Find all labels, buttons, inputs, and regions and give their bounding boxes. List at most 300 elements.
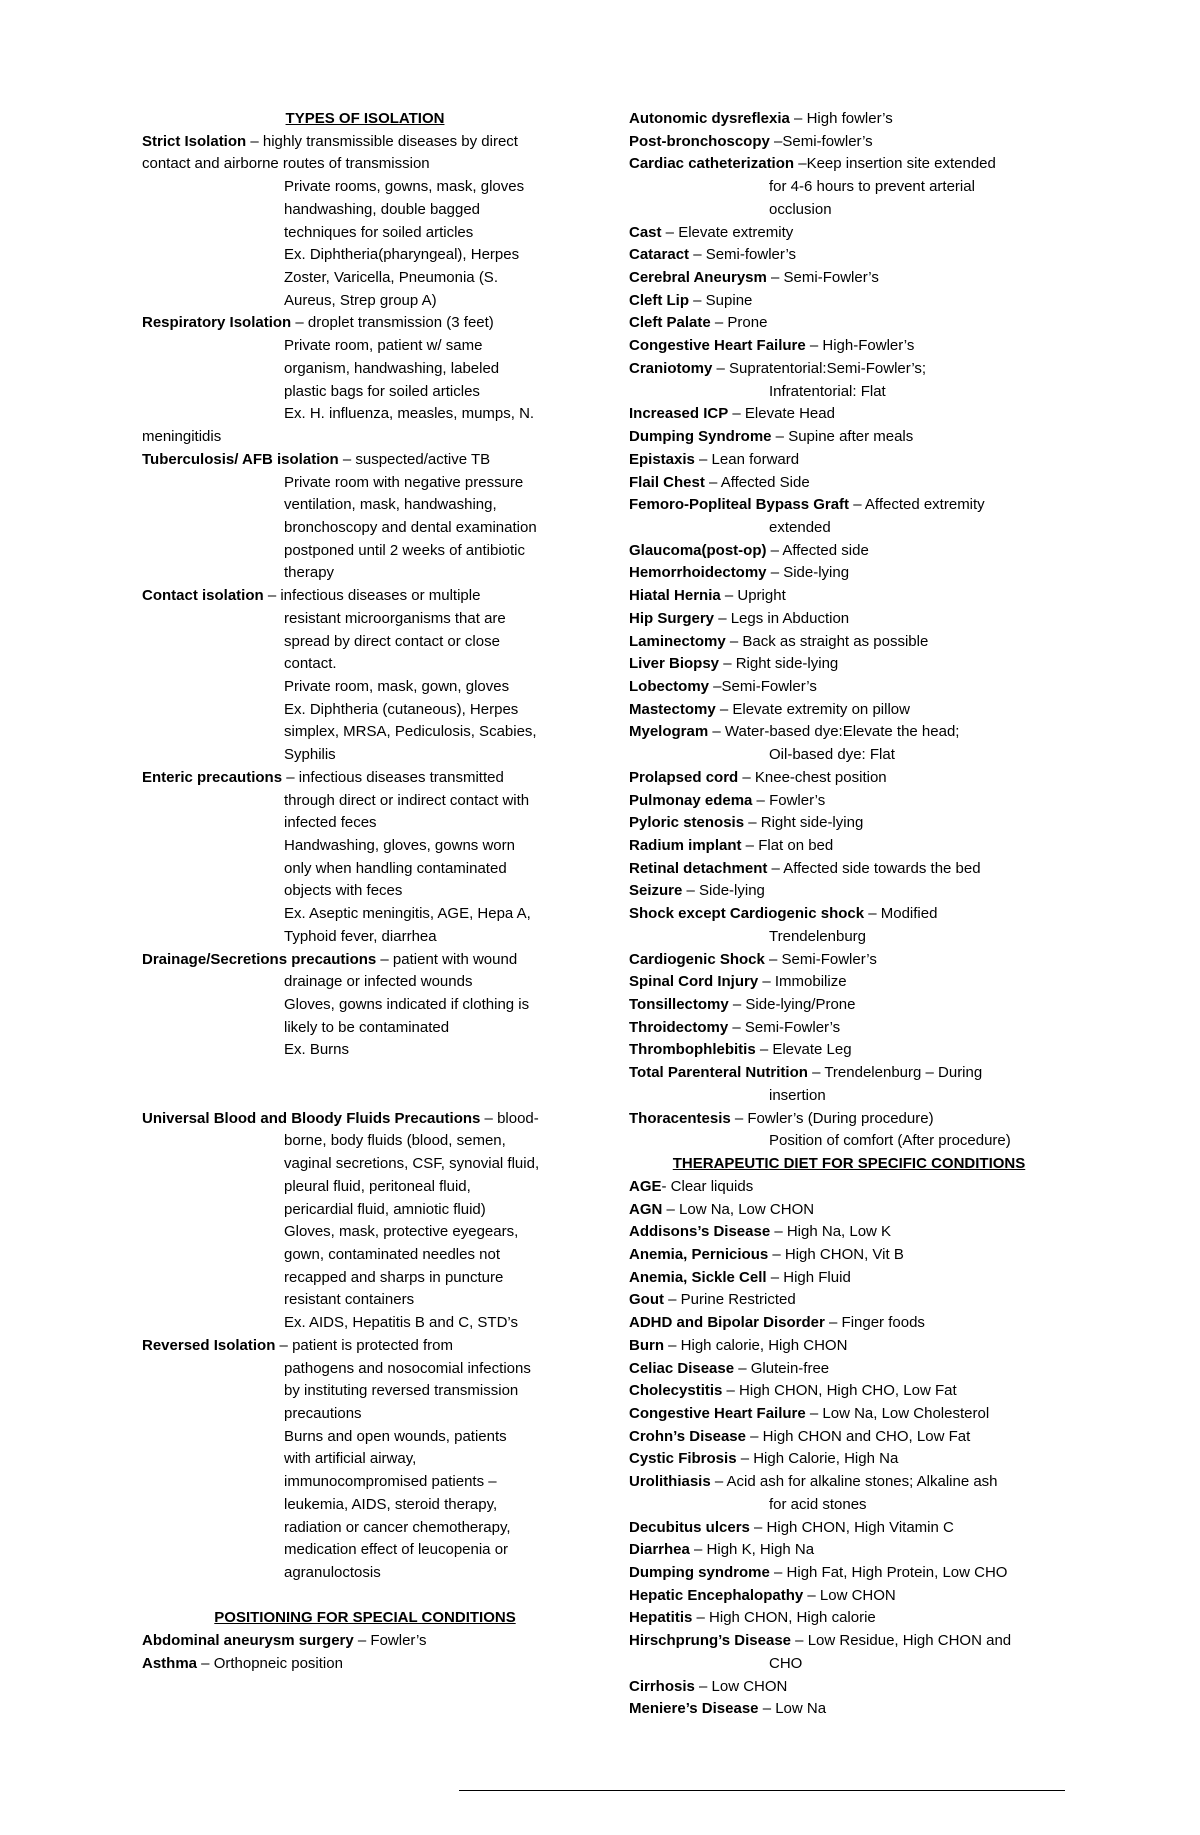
entry-line xyxy=(629,767,1069,790)
right-column xyxy=(629,108,1069,1721)
entry-text: – Fowler’s xyxy=(353,1632,427,1650)
entry-line xyxy=(629,1199,1069,1222)
entry-text: – Supine xyxy=(689,291,753,309)
entry-term: Cleft Palate xyxy=(629,314,711,332)
entry-text: Trendelenburg xyxy=(769,927,867,945)
entry-text: – Supine after meals xyxy=(771,428,914,446)
entry-line xyxy=(629,1585,1069,1608)
entry-text: – Side-lying xyxy=(682,882,765,900)
entry-line xyxy=(629,1539,1069,1562)
continuation-line xyxy=(142,1358,588,1381)
entry-text: through direct or indirect contact with xyxy=(284,791,530,809)
entry-term: Cystic Fibrosis xyxy=(629,1450,737,1468)
entry-text: – Modified xyxy=(864,905,938,923)
entry-text: contact and airborne routes of transmission xyxy=(142,155,430,173)
entry-text: – Finger foods xyxy=(824,1314,925,1332)
diet-heading: THERAPEUTIC DIET FOR SPECIFIC CONDITIONS xyxy=(672,1155,1026,1173)
entry-text: – Right side-lying xyxy=(719,655,839,673)
continuation-line xyxy=(142,1380,588,1403)
continuation-line xyxy=(142,1517,588,1540)
entry-line xyxy=(629,267,1069,290)
entry-term: Meniere’s Disease xyxy=(629,1700,759,1718)
continuation-line xyxy=(142,358,588,381)
entry-term: Hemorrhoidectomy xyxy=(629,564,767,582)
entry-term: Thrombophlebitis xyxy=(629,1041,756,1059)
entry-text: – Elevate extremity on pillow xyxy=(715,700,910,718)
entry-text: – Semi-Fowler’s xyxy=(728,1018,841,1036)
entry-text: Zoster, Varicella, Pneumonia (S. xyxy=(284,269,498,287)
entry-text: – High-Fowler’s xyxy=(805,337,915,355)
entry-term: Crohn’s Disease xyxy=(629,1427,746,1445)
entry-text: postponed until 2 weeks of antibiotic xyxy=(284,541,525,559)
entry-text: –Semi-fowler’s xyxy=(769,132,873,150)
continuation-line xyxy=(142,1494,588,1517)
entry-term: Cerebral Aneurysm xyxy=(629,269,767,287)
entry-term: ADHD and Bipolar Disorder xyxy=(629,1314,825,1332)
positioning-section-right xyxy=(629,108,1069,1153)
continuation-line xyxy=(142,1176,588,1199)
entry-text: immunocompromised patients – xyxy=(284,1473,497,1491)
entry-line xyxy=(142,449,588,472)
entry-text: objects with feces xyxy=(284,882,403,900)
continuation-line xyxy=(142,994,588,1017)
entry-text: – Affected Side xyxy=(704,473,810,491)
entry-text: resistant microorganisms that are xyxy=(284,609,506,627)
continuation-line xyxy=(142,1403,588,1426)
entry-line xyxy=(629,222,1069,245)
entry-line xyxy=(629,1426,1069,1449)
continuation-line xyxy=(142,699,588,722)
entry-text: – suspected/active TB xyxy=(338,450,491,468)
entry-line xyxy=(629,335,1069,358)
entry-term: Dumping syndrome xyxy=(629,1564,770,1581)
entry-text: therapy xyxy=(284,564,335,582)
entry-text: –Keep insertion site extended xyxy=(794,155,996,173)
entry-text: – Orthopneic position xyxy=(197,1654,343,1672)
entry-text: Ex. Diphtheria (cutaneous), Herpes xyxy=(284,700,519,718)
continuation-line xyxy=(142,926,588,949)
entry-line xyxy=(629,403,1069,426)
entry-text: Private room with negative pressure xyxy=(284,473,524,491)
entry-line xyxy=(629,835,1069,858)
entry-text: Private rooms, gowns, mask, gloves xyxy=(284,178,525,196)
entry-text: – Semi-fowler’s xyxy=(689,246,797,264)
entry-line xyxy=(142,131,588,154)
entry-text: – Purine Restricted xyxy=(664,1291,796,1309)
entry-line xyxy=(629,1403,1069,1426)
entry-text: – Glutein-free xyxy=(734,1359,830,1377)
entry-text: Gloves, mask, protective eyegears, xyxy=(284,1223,519,1241)
entry-term: Tonsillectomy xyxy=(629,996,729,1014)
entry-text: – Low CHON xyxy=(694,1677,788,1695)
entry-term: Respiratory Isolation xyxy=(142,314,292,332)
entry-term: Drainage/Secretions precautions xyxy=(142,950,377,968)
entry-line xyxy=(629,608,1069,631)
entry-line xyxy=(142,1630,588,1653)
entry-line xyxy=(629,1676,1069,1699)
continuation-line xyxy=(142,790,588,813)
entry-text: –Semi-Fowler’s xyxy=(709,677,817,695)
entry-term: Radium implant xyxy=(629,837,742,854)
diet-section xyxy=(629,1176,1069,1721)
continuation-line xyxy=(629,1494,1069,1517)
entry-line xyxy=(629,971,1069,994)
entry-text: by instituting reversed transmission xyxy=(284,1382,519,1400)
entry-text: meningitidis xyxy=(142,428,222,446)
entry-term: Pyloric stenosis xyxy=(629,814,745,832)
entry-text: – Low Na, Low CHON xyxy=(662,1200,815,1218)
entry-text: medication effect of leucopenia or xyxy=(284,1541,509,1559)
footer-divider xyxy=(459,1790,1065,1791)
spacer xyxy=(142,1062,588,1107)
entry-text: Handwashing, gloves, gowns worn xyxy=(284,837,515,854)
entry-line xyxy=(629,312,1069,335)
entry-text: Aureus, Strep group A) xyxy=(284,291,437,309)
continuation-line xyxy=(142,608,588,631)
entry-line xyxy=(629,290,1069,313)
entry-line xyxy=(629,540,1069,563)
continuation-line xyxy=(629,1130,1069,1153)
entry-text: – High K, High Na xyxy=(689,1541,815,1559)
entry-term: Reversed Isolation xyxy=(142,1336,276,1354)
continuation-line xyxy=(142,1562,588,1585)
entry-line xyxy=(629,994,1069,1017)
continuation-line xyxy=(629,176,1069,199)
entry-text: – High calorie, High CHON xyxy=(664,1336,848,1354)
entry-line xyxy=(629,880,1069,903)
entry-text: for acid stones xyxy=(769,1495,867,1513)
entry-line xyxy=(629,449,1069,472)
continuation-line xyxy=(142,222,588,245)
entry-text: – blood- xyxy=(480,1109,539,1127)
entry-term: Asthma xyxy=(142,1654,198,1672)
continuation-line xyxy=(142,858,588,881)
entry-line xyxy=(629,1448,1069,1471)
entry-line xyxy=(629,949,1069,972)
continuation-line xyxy=(142,1539,588,1562)
entry-term: Glaucoma(post-op) xyxy=(629,541,767,559)
entry-text: – Elevate extremity xyxy=(661,223,794,241)
entry-text: CHO xyxy=(769,1654,803,1672)
entry-term: Anemia, Pernicious xyxy=(629,1245,769,1263)
continuation-line xyxy=(142,1448,588,1471)
entry-line xyxy=(629,153,1069,176)
entry-term: Burn xyxy=(629,1336,664,1354)
entry-term: Hepatitis xyxy=(629,1609,693,1627)
entry-line xyxy=(629,472,1069,495)
entry-text: – Elevate Leg xyxy=(755,1041,852,1059)
entry-line xyxy=(629,562,1069,585)
entry-line xyxy=(142,767,588,790)
entry-text: – Low Na, Low Cholesterol xyxy=(805,1404,990,1422)
entry-text: handwashing, double bagged xyxy=(284,200,481,218)
entry-text: – infectious diseases transmitted xyxy=(282,768,504,786)
entry-text: – Water-based dye:Elevate the head; xyxy=(708,723,960,741)
entry-text: – Supratentorial:Semi-Fowler’s; xyxy=(712,359,927,377)
entry-text: – Knee-chest position xyxy=(738,768,887,786)
entry-line xyxy=(629,653,1069,676)
entry-text: occlusion xyxy=(769,200,832,218)
entry-term: AGE xyxy=(629,1177,662,1195)
entry-line xyxy=(142,585,588,608)
entry-line xyxy=(629,1039,1069,1062)
entry-line xyxy=(629,631,1069,654)
positioning-section-left xyxy=(142,1630,588,1675)
entry-term: Femoro-Popliteal Bypass Graft xyxy=(629,496,850,514)
entry-text: Private room, mask, gown, gloves xyxy=(284,677,510,695)
entry-term: Post-bronchoscopy xyxy=(629,132,770,150)
entry-text: – Low Na xyxy=(758,1700,827,1718)
continuation-line xyxy=(142,199,588,222)
entry-term: Craniotomy xyxy=(629,359,713,377)
entry-line xyxy=(629,676,1069,699)
continuation-line xyxy=(142,426,588,449)
entry-text: – Side-lying/Prone xyxy=(728,996,856,1014)
entry-text: only when handling contaminated xyxy=(284,859,507,877)
entry-text: – Elevate Head xyxy=(728,405,835,423)
entry-line xyxy=(629,1108,1069,1131)
entry-text: resistant containers xyxy=(284,1291,415,1309)
entry-text: – High CHON, Vit B xyxy=(768,1245,904,1263)
entry-text: – patient with wound xyxy=(376,950,518,968)
entry-line xyxy=(629,1607,1069,1630)
entry-term: AGN xyxy=(629,1200,663,1218)
entry-term: Flail Chest xyxy=(629,473,705,491)
entry-term: Lobectomy xyxy=(629,677,710,695)
entry-term: Seizure xyxy=(629,882,683,900)
entry-text: Ex. H. influenza, measles, mumps, N. xyxy=(284,405,535,423)
entry-line xyxy=(629,1176,1069,1199)
entry-line xyxy=(629,585,1069,608)
continuation-line xyxy=(629,1085,1069,1108)
entry-text: likely to be contaminated xyxy=(284,1018,450,1036)
entry-term: Epistaxis xyxy=(629,450,695,468)
entry-text: – Acid ash for alkaline stones; Alkaline ash xyxy=(710,1473,998,1491)
entry-term: Urolithiasis xyxy=(629,1473,711,1491)
entry-term: Shock except Cardiogenic shock xyxy=(629,905,865,923)
entry-text: – High CHON, High CHO, Low Fat xyxy=(722,1382,957,1400)
continuation-line xyxy=(142,1199,588,1222)
entry-text: – High Fat, High Protein, Low CHO xyxy=(769,1564,1008,1581)
entry-term: Cast xyxy=(629,223,662,241)
entry-term: Hiatal Hernia xyxy=(629,587,721,605)
entry-text: – Affected side towards the bed xyxy=(767,859,981,877)
entry-text: Infratentorial: Flat xyxy=(769,382,886,400)
entry-text: pleural fluid, peritoneal fluid, xyxy=(284,1177,471,1195)
entry-text: – High Calorie, High Na xyxy=(736,1450,899,1468)
entry-text: – Low CHON xyxy=(803,1586,896,1604)
entry-text: – Back as straight as possible xyxy=(725,632,929,650)
entry-text: radiation or cancer chemotherapy, xyxy=(284,1518,511,1536)
entry-line xyxy=(142,1653,588,1676)
entry-line xyxy=(629,494,1069,517)
entry-line xyxy=(142,312,588,335)
entry-term: Prolapsed cord xyxy=(629,768,739,786)
continuation-line xyxy=(629,1653,1069,1676)
entry-term: Anemia, Sickle Cell xyxy=(629,1268,767,1286)
entry-term: Contact isolation xyxy=(142,587,264,605)
continuation-line xyxy=(142,517,588,540)
entry-line xyxy=(629,108,1069,131)
entry-line xyxy=(629,812,1069,835)
continuation-line xyxy=(142,1426,588,1449)
entry-term: Autonomic dysreflexia xyxy=(629,110,790,127)
entry-text: – infectious diseases or multiple xyxy=(263,587,481,605)
continuation-line xyxy=(142,1130,588,1153)
entry-text: precautions xyxy=(284,1404,362,1422)
entry-line xyxy=(629,1630,1069,1653)
continuation-line xyxy=(142,971,588,994)
entry-text: spread by direct contact or close xyxy=(284,632,500,650)
continuation-line xyxy=(142,744,588,767)
entry-term: Cleft Lip xyxy=(629,291,689,309)
continuation-line xyxy=(142,381,588,404)
entry-line xyxy=(629,1289,1069,1312)
entry-text: recapped and sharps in puncture xyxy=(284,1268,504,1286)
continuation-line xyxy=(142,1244,588,1267)
entry-line xyxy=(629,358,1069,381)
entry-text: – High CHON, High Vitamin C xyxy=(749,1518,954,1536)
entry-text: – Upright xyxy=(720,587,786,605)
entry-text: infected feces xyxy=(284,814,377,832)
entry-text: – Side-lying xyxy=(766,564,850,582)
continuation-line xyxy=(142,903,588,926)
continuation-line xyxy=(142,1289,588,1312)
entry-term: Cirrhosis xyxy=(629,1677,695,1695)
continuation-line xyxy=(142,176,588,199)
entry-text: - Clear liquids xyxy=(661,1177,754,1195)
continuation-line xyxy=(142,631,588,654)
entry-text: contact. xyxy=(284,655,337,673)
entry-text: – High Fluid xyxy=(766,1268,851,1286)
entry-text: techniques for soiled articles xyxy=(284,223,474,241)
entry-line xyxy=(629,131,1069,154)
entry-text: Ex. Aseptic meningitis, AGE, Hepa A, xyxy=(284,905,531,923)
entry-text: – High fowler’s xyxy=(789,110,893,127)
isolation-section xyxy=(142,131,588,1608)
continuation-line xyxy=(142,244,588,267)
entry-text: – Low Residue, High CHON and xyxy=(791,1632,1012,1650)
entry-term: Enteric precautions xyxy=(142,768,283,786)
entry-term: Cholecystitis xyxy=(629,1382,723,1400)
entry-text: plastic bags for soiled articles xyxy=(284,382,480,400)
entry-term: Addisons’s Disease xyxy=(629,1223,771,1241)
entry-line xyxy=(142,1335,588,1358)
continuation-line xyxy=(142,1471,588,1494)
entry-term: Tuberculosis/ AFB isolation xyxy=(142,450,339,468)
entry-text: organism, handwashing, labeled xyxy=(284,359,500,377)
continuation-line xyxy=(142,290,588,313)
entry-text: leukemia, AIDS, steroid therapy, xyxy=(284,1495,498,1513)
continuation-line xyxy=(142,1267,588,1290)
continuation-line xyxy=(629,744,1069,767)
continuation-line xyxy=(142,1221,588,1244)
entry-line xyxy=(629,426,1069,449)
entry-line xyxy=(629,1267,1069,1290)
entry-text: – Immobilize xyxy=(758,973,847,991)
entry-text: gown, contaminated needles not xyxy=(284,1245,500,1263)
continuation-line xyxy=(142,1312,588,1335)
entry-text: – High CHON, High calorie xyxy=(692,1609,876,1627)
continuation-line xyxy=(142,880,588,903)
entry-text: – highly transmissible diseases by direct xyxy=(246,132,518,150)
entry-term: Spinal Cord Injury xyxy=(629,973,759,991)
entry-term: Myelogram xyxy=(629,723,709,741)
isolation-heading: TYPES OF ISOLATION xyxy=(285,110,445,127)
entry-text: drainage or infected wounds xyxy=(284,973,473,991)
entry-term: Mastectomy xyxy=(629,700,716,718)
entry-line xyxy=(629,1380,1069,1403)
continuation-line xyxy=(142,653,588,676)
entry-term: Pulmonay edema xyxy=(629,791,753,809)
continuation-line xyxy=(629,381,1069,404)
entry-line xyxy=(629,1562,1069,1585)
entry-text: – Prone xyxy=(710,314,768,332)
entry-term: Dumping Syndrome xyxy=(629,428,772,446)
entry-line xyxy=(629,858,1069,881)
entry-text: Typhoid fever, diarrhea xyxy=(284,927,437,945)
entry-text: agranuloctosis xyxy=(284,1564,381,1581)
entry-line xyxy=(629,903,1069,926)
continuation-line xyxy=(629,517,1069,540)
continuation-line xyxy=(142,721,588,744)
entry-term: Gout xyxy=(629,1291,664,1309)
continuation-line xyxy=(142,1153,588,1176)
entry-term: Decubitus ulcers xyxy=(629,1518,750,1536)
entry-text: Private room, patient w/ same xyxy=(284,337,483,355)
positioning-heading: POSITIONING FOR SPECIAL CONDITIONS xyxy=(214,1609,516,1627)
spacer xyxy=(142,1585,588,1608)
entry-text: pathogens and nosocomial infections xyxy=(284,1359,531,1377)
entry-text: borne, body fluids (blood, semen, xyxy=(284,1132,506,1150)
entry-line xyxy=(142,949,588,972)
entry-line xyxy=(629,1358,1069,1381)
entry-text: – Semi-Fowler’s xyxy=(766,269,879,287)
continuation-line xyxy=(629,926,1069,949)
entry-text: Oil-based dye: Flat xyxy=(769,746,895,764)
entry-term: Cardiac catheterization xyxy=(629,155,795,173)
entry-text: – Semi-Fowler’s xyxy=(764,950,877,968)
entry-text: – Fowler’s (During procedure) xyxy=(730,1109,934,1127)
entry-text: – Fowler’s xyxy=(752,791,826,809)
entry-term: Universal Blood and Bloody Fluids Precautions xyxy=(142,1109,481,1127)
continuation-line xyxy=(142,562,588,585)
entry-text: bronchoscopy and dental examination xyxy=(284,518,537,536)
entry-term: Strict Isolation xyxy=(142,132,247,150)
entry-text: – Right side-lying xyxy=(744,814,864,832)
entry-line xyxy=(629,244,1069,267)
entry-line xyxy=(629,1517,1069,1540)
entry-term: Throidectomy xyxy=(629,1018,729,1036)
entry-line xyxy=(629,1062,1069,1085)
entry-text: Ex. AIDS, Hepatitis B and C, STD’s xyxy=(284,1314,518,1332)
entry-text: pericardial fluid, amniotic fluid) xyxy=(284,1200,486,1218)
entry-line xyxy=(629,1017,1069,1040)
entry-line xyxy=(629,699,1069,722)
entry-text: – droplet transmission (3 feet) xyxy=(291,314,494,332)
entry-text: Position of comfort (After procedure) xyxy=(769,1132,1011,1150)
entry-line xyxy=(629,1244,1069,1267)
continuation-line xyxy=(142,676,588,699)
entry-text: for 4-6 hours to prevent arterial xyxy=(769,178,975,196)
entry-text: insertion xyxy=(769,1086,826,1104)
entry-text: Burns and open wounds, patients xyxy=(284,1427,507,1445)
continuation-line xyxy=(142,835,588,858)
entry-text: Ex. Burns xyxy=(284,1041,350,1059)
entry-term: Cataract xyxy=(629,246,690,264)
entry-text: – Flat on bed xyxy=(741,837,834,854)
continuation-line xyxy=(142,153,588,176)
